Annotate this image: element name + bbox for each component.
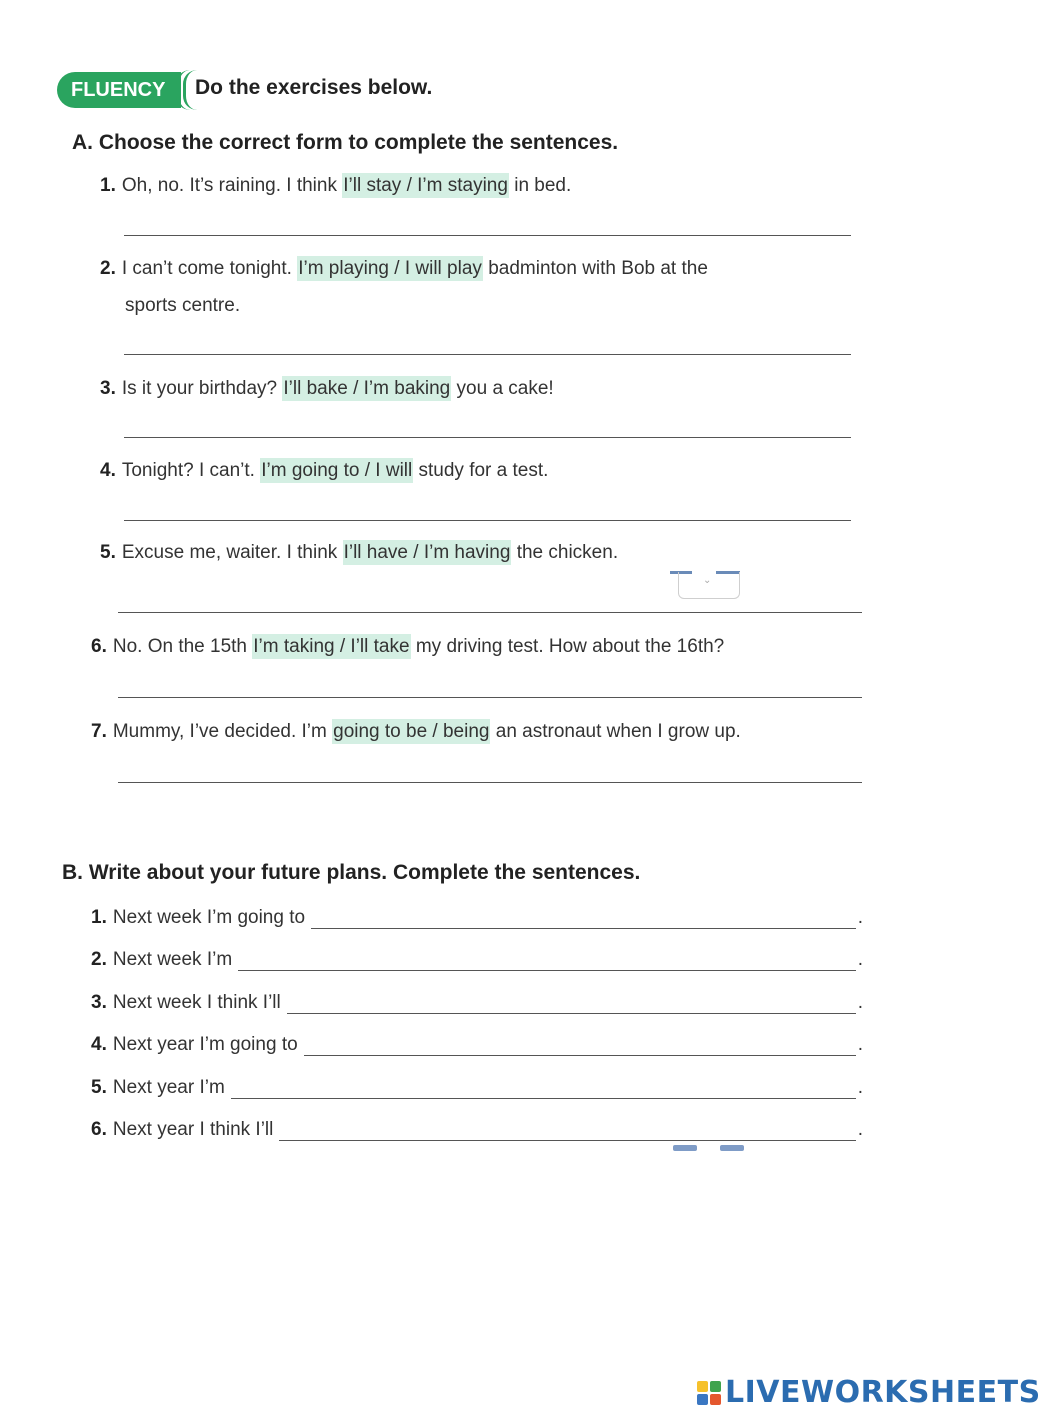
question-text: Tonight? I can’t. (121, 460, 261, 481)
question-number: 6. (91, 1119, 107, 1140)
question-7 (91, 721, 741, 743)
logo-square (710, 1394, 721, 1405)
question-number: 5. (91, 1077, 107, 1098)
question-4 (100, 460, 548, 482)
widget-marker (673, 1145, 697, 1151)
fluency-badge-label: FLUENCY (71, 78, 166, 101)
question-number: 4. (100, 460, 116, 481)
sentence-period: . (857, 907, 863, 928)
completion-row (91, 992, 863, 1014)
question-text: No. On the 15th (112, 636, 253, 657)
completion-row (91, 949, 863, 971)
logo-square (697, 1381, 708, 1392)
answer-options[interactable]: I’ll bake / I’m baking (283, 378, 451, 399)
question-number: 7. (91, 721, 107, 742)
answer-options[interactable]: I’m going to / I will (261, 460, 413, 481)
question-text: my driving test. How about the 16th? (410, 636, 725, 657)
sentence-period: . (857, 992, 863, 1013)
answer-line[interactable] (118, 697, 862, 698)
answer-blank[interactable] (231, 1080, 856, 1099)
answer-options[interactable]: I’m taking / I’ll take (253, 636, 410, 657)
question-text: an astronaut when I grow up. (490, 721, 741, 742)
answer-line[interactable] (118, 782, 862, 783)
fluency-badge (57, 72, 181, 108)
completion-row (91, 1077, 863, 1099)
answer-line[interactable] (124, 235, 851, 236)
chevron-down-icon: ⌄ (703, 575, 712, 586)
question-3 (100, 378, 554, 400)
question-text: study for a test. (413, 460, 549, 481)
liveworksheets-logo[interactable] (697, 1375, 1041, 1410)
prompt-text: Next year I think I’ll (112, 1119, 274, 1140)
prompt-text: Next week I’m (112, 949, 233, 970)
widget-marker (720, 1145, 744, 1151)
prompt-text: Next week I’m going to (112, 907, 306, 928)
sentence-period: . (857, 1034, 863, 1055)
answer-blank[interactable] (238, 952, 856, 971)
question-text: Oh, no. It’s raining. I think (121, 175, 343, 196)
answer-line[interactable] (124, 437, 851, 438)
answer-line[interactable] (124, 354, 851, 355)
question-text: Is it your birthday? (121, 378, 283, 399)
sentence-period: . (857, 1119, 863, 1140)
question-2 (100, 258, 708, 280)
sentence-period: . (857, 949, 863, 970)
sentence-period: . (857, 1077, 863, 1098)
logo-square (697, 1394, 708, 1405)
answer-blank[interactable] (311, 910, 856, 929)
prompt-text: Next week I think I’ll (112, 992, 281, 1013)
header-instruction: Do the exercises below. (195, 76, 433, 99)
question-number: 1. (91, 907, 107, 928)
question-text: in bed. (508, 175, 572, 196)
answer-options[interactable]: I’ll stay / I’m staying (343, 175, 508, 196)
question-number: 5. (100, 542, 116, 563)
prompt-text: Next year I’m going to (112, 1034, 298, 1055)
logo-text: LIVEWORKSHEETS (725, 1375, 1041, 1410)
question-text: badminton with Bob at the (482, 258, 708, 279)
answer-blank[interactable] (279, 1122, 855, 1141)
question-number: 1. (100, 175, 116, 196)
answer-line[interactable] (118, 612, 862, 613)
logo-grid-icon (697, 1381, 721, 1405)
question-1 (100, 175, 571, 197)
question-text: you a cake! (451, 378, 554, 399)
question-number: 2. (91, 949, 107, 970)
section-a-title: A. Choose the correct form to complete the sentences. (72, 131, 619, 154)
completion-row (91, 1034, 863, 1056)
question-5 (100, 542, 618, 564)
answer-options[interactable]: going to be / being (333, 721, 490, 742)
question-number: 2. (100, 258, 116, 279)
answer-line[interactable] (124, 520, 851, 521)
completion-row (91, 1119, 863, 1141)
section-b-title: B. Write about your future plans. Complete the sentences. (62, 861, 641, 884)
question-number: 6. (91, 636, 107, 657)
question-text: Mummy, I’ve decided. I’m (112, 721, 333, 742)
question-number: 4. (91, 1034, 107, 1055)
question-text: the chicken. (511, 542, 619, 563)
question-number: 3. (100, 378, 116, 399)
answer-blank[interactable] (287, 995, 856, 1014)
answer-options[interactable]: I’m playing / I will play (298, 258, 482, 279)
completion-row (91, 907, 863, 929)
answer-options[interactable]: I’ll have / I’m having (343, 542, 511, 563)
question-number: 3. (91, 992, 107, 1013)
question-text: Excuse me, waiter. I think (121, 542, 343, 563)
prompt-text: Next year I’m (112, 1077, 225, 1098)
question-text: I can’t come tonight. (121, 258, 298, 279)
question-6 (91, 636, 724, 658)
logo-square (710, 1381, 721, 1392)
answer-blank[interactable] (304, 1037, 856, 1056)
question-text-continued: sports centre. (125, 295, 241, 316)
